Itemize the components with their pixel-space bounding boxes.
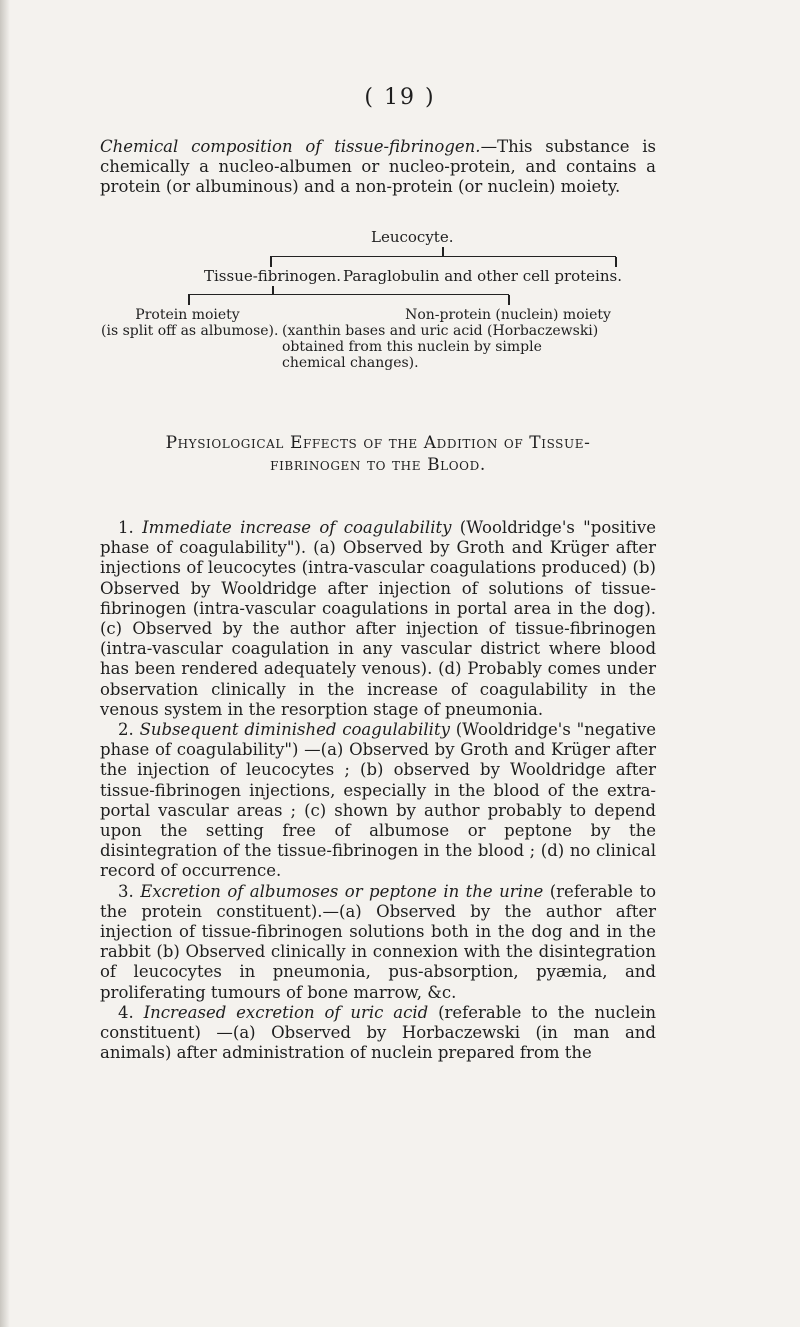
diagram-connector <box>188 294 509 295</box>
effects-list <box>100 518 656 1063</box>
item-text: (referable to the nuclein constituent) —(a) Observed by Horbaczewski (in man and animals) after administration of nuclein prepared from the <box>100 1002 656 1063</box>
diagram-connector <box>508 295 510 305</box>
list-item <box>100 882 656 1003</box>
diagram-connector <box>272 286 274 294</box>
diagram-connector <box>615 257 617 267</box>
page-number: ( 19 ) <box>364 85 436 110</box>
item-title: Increased excretion of uric acid <box>143 1002 429 1022</box>
diagram-connector <box>270 257 272 267</box>
diagram-nonprotein-note-3: chemical changes). <box>282 355 419 371</box>
diagram-nonprotein-note-1: (xanthin bases and uric acid (Horbaczewski) <box>282 323 599 339</box>
item-text: (Wooldridge's "positive phase of coagulability"). (a) Observed by Groth and Krüger after injections of leucocytes (intra-vascular coagulations produced) (b) Observed by Wooldridge after injection of solutions of tissue-fibrinogen (intra-vascular coagulations in portal area in the dog). (c) Observed by the author after injection of tissue-fibrinogen (intra-vascular coagulation in any vascular district where blood has been rendered adequately venous). (d) Probably comes under observation clinically in the increase of coagulability in the venous system in the resorption stage of pneumonia. <box>100 518 657 719</box>
diagram-connector <box>270 256 616 257</box>
item-title: Immediate increase of coagulability <box>142 518 452 537</box>
diagram-tissue-fibrinogen: Tissue-fibrinogen. <box>204 267 341 285</box>
intro-title: Chemical composition of tissue-fibrinogen. <box>100 137 481 156</box>
diagram-nonprotein-moiety: Non-protein (nuclein) moiety <box>405 307 611 323</box>
item-title: Excretion of albumoses or peptone in the urine <box>140 881 544 901</box>
diagram-protein-moiety: Protein moiety <box>135 307 240 323</box>
list-item <box>100 720 656 882</box>
item-number: 2. <box>118 720 134 740</box>
list-item <box>100 518 656 720</box>
item-number: 1. <box>118 518 134 537</box>
item-title: Subsequent diminished coagulability <box>139 720 450 740</box>
section-heading <box>100 432 656 476</box>
diagram-protein-note: (is split off as albumose). <box>101 323 279 339</box>
diagram-root-label: Leucocyte. <box>371 228 454 246</box>
list-item <box>100 1003 656 1064</box>
diagram-connector <box>442 247 444 256</box>
item-number: 3. <box>118 881 134 901</box>
intro-text: —This substance is chemically a nucleo-albumen or nucleo-protein, and contains a protein (or albuminous) and a non-protein (or nuclein) moiety. <box>100 137 656 197</box>
diagram-connector <box>188 295 190 305</box>
item-number: 4. <box>118 1002 134 1022</box>
section-heading-line-1: Physiological Effects of the Addition of Tissue- <box>165 433 591 453</box>
diagram-paraglobulin: Paraglobulin and other cell proteins. <box>343 267 622 285</box>
section-heading-line-2: fibrinogen to the Blood. <box>270 455 486 475</box>
diagram-nonprotein-note-2: obtained from this nuclein by simple <box>282 339 542 355</box>
item-text: (Wooldridge's "negative phase of coagulability") —(a) Observed by Groth and Krüger after the injection of leucocytes ; (b) observed by Wooldridge after tissue-fibrinogen injections, especially in the blood of the extra-portal vascular areas ; (c) shown by author probably to depend upon the setting free of albumose or peptone by the disintegration of the tissue-fibrinogen in the blood ; (d) no clinical record of occurrence. <box>100 720 656 881</box>
item-text: (referable to the protein constituent).—(a) Observed by the author after injection of tissue-fibrinogen solutions both in the dog and in the rabbit (b) Observed clinically in connexion with the disintegration of leucocytes in pneumonia, pus-absorption, pyæmia, and proliferating tumours of bone marrow, &c. <box>100 881 657 1002</box>
composition-diagram <box>0 0 800 400</box>
